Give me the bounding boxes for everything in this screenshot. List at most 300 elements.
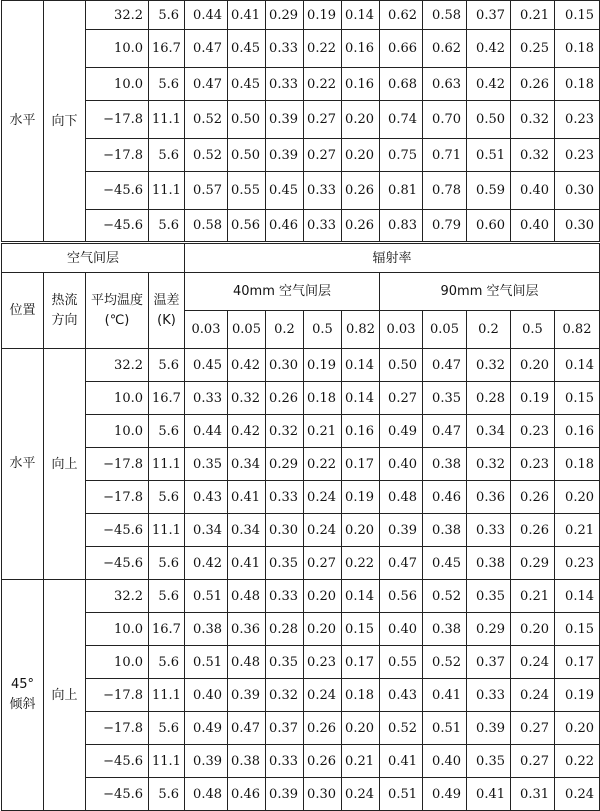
value-90mm-cell: 0.50 [380,349,423,382]
mean-temperature-cell: 10.0 [86,646,149,679]
table-row [2,1,600,30]
mean-temperature-cell: −45.6 [86,514,149,547]
value-90mm-cell: 0.48 [380,481,423,514]
value-90mm-cell: 0.51 [467,139,511,172]
direction-cell: 向上 [44,349,86,580]
mean-temperature-cell: 10.0 [86,415,149,448]
emissivity-header: 辐射率 [185,243,600,273]
value-90mm-cell: 0.70 [423,101,467,139]
value-90mm-cell: 0.20 [511,613,555,646]
value-40mm-cell: 0.20 [342,139,380,172]
value-40mm-cell: 0.17 [342,646,380,679]
value-40mm-cell: 0.47 [185,30,228,68]
position-cell: 水平 [2,1,44,243]
value-40mm-cell: 0.14 [342,580,380,613]
value-40mm-cell: 0.39 [185,745,228,778]
value-90mm-cell: 0.19 [511,382,555,415]
value-90mm-cell: 0.15 [555,1,600,30]
value-90mm-cell: 0.40 [511,172,555,210]
value-40mm-cell: 0.34 [185,514,228,547]
temperature-difference-header: 温差(K) [149,273,185,349]
direction-cell: 向下 [44,1,86,243]
value-40mm-cell: 0.33 [266,68,304,101]
value-40mm-cell: 0.14 [342,1,380,30]
value-40mm-cell: 0.38 [228,745,266,778]
value-90mm-cell: 0.47 [380,547,423,580]
position-header: 位置 [2,273,44,349]
header-row-2 [2,273,600,311]
temperature-difference-cell: 16.7 [149,30,185,68]
table-row [2,547,600,580]
value-40mm-cell: 0.32 [266,415,304,448]
value-40mm-cell: 0.44 [185,415,228,448]
emissivity-40mm-label: 0.2 [266,311,304,349]
value-40mm-cell: 0.46 [228,778,266,811]
value-90mm-cell: 0.60 [467,210,511,243]
mean-temperature-cell: −45.6 [86,547,149,580]
temperature-difference-cell: 5.6 [149,646,185,679]
value-90mm-cell: 0.23 [511,448,555,481]
value-40mm-cell: 0.18 [342,679,380,712]
value-40mm-cell: 0.43 [185,481,228,514]
gap-40mm-header: 40mm 空气间层 [185,273,380,311]
value-40mm-cell: 0.33 [304,172,342,210]
value-40mm-cell: 0.16 [342,30,380,68]
value-40mm-cell: 0.27 [304,101,342,139]
value-90mm-cell: 0.23 [555,547,600,580]
value-40mm-cell: 0.49 [185,712,228,745]
value-40mm-cell: 0.36 [228,613,266,646]
value-40mm-cell: 0.48 [228,646,266,679]
mean-temperature-cell: 10.0 [86,382,149,415]
value-40mm-cell: 0.24 [304,679,342,712]
temperature-difference-cell: 5.6 [149,210,185,243]
temperature-difference-cell: 5.6 [149,778,185,811]
value-40mm-cell: 0.34 [228,448,266,481]
value-90mm-cell: 0.62 [380,1,423,30]
value-40mm-cell: 0.17 [342,448,380,481]
value-90mm-cell: 0.28 [467,382,511,415]
value-90mm-cell: 0.74 [380,101,423,139]
value-90mm-cell: 0.33 [467,679,511,712]
table-row [2,712,600,745]
value-90mm-cell: 0.32 [511,139,555,172]
value-40mm-cell: 0.47 [228,712,266,745]
value-40mm-cell: 0.35 [266,547,304,580]
value-40mm-cell: 0.20 [304,580,342,613]
table-row [2,481,600,514]
value-40mm-cell: 0.32 [266,679,304,712]
table-row [2,415,600,448]
value-40mm-cell: 0.30 [266,514,304,547]
value-40mm-cell: 0.34 [228,514,266,547]
value-40mm-cell: 0.19 [304,1,342,30]
value-90mm-cell: 0.40 [511,210,555,243]
value-40mm-cell: 0.45 [266,172,304,210]
value-90mm-cell: 0.27 [380,382,423,415]
table-row [2,349,600,382]
air-gap-layer-header: 空气间层 [2,243,185,273]
mean-temperature-cell: 32.2 [86,1,149,30]
table-row [2,448,600,481]
table-row [2,172,600,210]
value-40mm-cell: 0.24 [304,514,342,547]
emissivity-90mm-label: 0.5 [511,311,555,349]
mean-temperature-header: 平均温度(℃) [86,273,149,349]
value-40mm-cell: 0.55 [228,172,266,210]
position-cell: 水平 [2,349,44,580]
temperature-difference-cell: 11.1 [149,514,185,547]
value-40mm-cell: 0.39 [228,679,266,712]
value-90mm-cell: 0.83 [380,210,423,243]
mean-temperature-cell: −17.8 [86,712,149,745]
value-90mm-cell: 0.27 [511,712,555,745]
direction-cell: 向上 [44,580,86,811]
table-row [2,679,600,712]
value-40mm-cell: 0.30 [304,778,342,811]
emissivity-90mm-label: 0.2 [467,311,511,349]
value-40mm-cell: 0.47 [185,68,228,101]
value-90mm-cell: 0.78 [423,172,467,210]
value-40mm-cell: 0.24 [342,778,380,811]
value-40mm-cell: 0.33 [304,210,342,243]
value-90mm-cell: 0.30 [555,210,600,243]
value-90mm-cell: 0.50 [467,101,511,139]
value-90mm-cell: 0.15 [555,613,600,646]
value-40mm-cell: 0.26 [266,382,304,415]
value-40mm-cell: 0.33 [266,580,304,613]
value-90mm-cell: 0.38 [423,613,467,646]
value-40mm-cell: 0.21 [342,745,380,778]
value-90mm-cell: 0.30 [555,172,600,210]
value-40mm-cell: 0.33 [185,382,228,415]
table-body [2,1,600,811]
value-90mm-cell: 0.38 [423,448,467,481]
value-40mm-cell: 0.33 [266,30,304,68]
value-90mm-cell: 0.32 [467,349,511,382]
value-90mm-cell: 0.32 [467,448,511,481]
value-40mm-cell: 0.56 [228,210,266,243]
value-40mm-cell: 0.42 [185,547,228,580]
table-row [2,68,600,101]
mean-temperature-cell: 32.2 [86,349,149,382]
value-40mm-cell: 0.27 [304,547,342,580]
temperature-difference-cell: 16.7 [149,613,185,646]
value-90mm-cell: 0.36 [467,481,511,514]
mean-temperature-cell: −45.6 [86,778,149,811]
value-40mm-cell: 0.14 [342,349,380,382]
value-40mm-cell: 0.52 [185,101,228,139]
value-40mm-cell: 0.39 [266,101,304,139]
value-90mm-cell: 0.19 [555,679,600,712]
temperature-difference-cell: 5.6 [149,712,185,745]
temperature-difference-cell: 11.1 [149,172,185,210]
emissivity-90mm-label: 0.82 [555,311,600,349]
value-90mm-cell: 0.23 [555,101,600,139]
value-40mm-cell: 0.45 [228,68,266,101]
value-90mm-cell: 0.41 [467,778,511,811]
value-90mm-cell: 0.37 [467,646,511,679]
value-90mm-cell: 0.18 [555,68,600,101]
value-40mm-cell: 0.50 [228,139,266,172]
temperature-difference-cell: 5.6 [149,481,185,514]
value-90mm-cell: 0.81 [380,172,423,210]
value-90mm-cell: 0.20 [511,349,555,382]
value-90mm-cell: 0.68 [380,68,423,101]
mean-temperature-cell: −45.6 [86,172,149,210]
emissivity-40mm-label: 0.03 [185,311,228,349]
value-40mm-cell: 0.28 [266,613,304,646]
value-90mm-cell: 0.14 [555,580,600,613]
value-90mm-cell: 0.79 [423,210,467,243]
temperature-difference-cell: 11.1 [149,101,185,139]
emissivity-90mm-label: 0.03 [380,311,423,349]
value-40mm-cell: 0.29 [266,448,304,481]
mean-temperature-cell: −17.8 [86,101,149,139]
mean-temperature-cell: −45.6 [86,745,149,778]
value-40mm-cell: 0.26 [342,172,380,210]
table-row [2,613,600,646]
mean-temperature-cell: 10.0 [86,30,149,68]
value-40mm-cell: 0.38 [185,613,228,646]
value-40mm-cell: 0.48 [228,580,266,613]
value-90mm-cell: 0.39 [380,514,423,547]
temperature-difference-cell: 5.6 [149,1,185,30]
value-40mm-cell: 0.37 [266,712,304,745]
value-40mm-cell: 0.15 [342,613,380,646]
value-90mm-cell: 0.26 [511,514,555,547]
temperature-difference-cell: 11.1 [149,448,185,481]
value-40mm-cell: 0.46 [266,210,304,243]
temperature-difference-cell: 5.6 [149,139,185,172]
value-40mm-cell: 0.26 [304,745,342,778]
value-90mm-cell: 0.23 [511,415,555,448]
value-90mm-cell: 0.56 [380,580,423,613]
value-40mm-cell: 0.20 [342,101,380,139]
value-40mm-cell: 0.51 [185,646,228,679]
value-40mm-cell: 0.19 [342,481,380,514]
value-90mm-cell: 0.24 [555,778,600,811]
value-90mm-cell: 0.58 [423,1,467,30]
value-90mm-cell: 0.38 [467,547,511,580]
value-90mm-cell: 0.20 [555,712,600,745]
value-90mm-cell: 0.22 [555,745,600,778]
temperature-difference-cell: 5.6 [149,547,185,580]
temperature-difference-cell: 11.1 [149,745,185,778]
value-90mm-cell: 0.17 [555,646,600,679]
value-40mm-cell: 0.57 [185,172,228,210]
table-row [2,139,600,172]
emissivity-40mm-label: 0.82 [342,311,380,349]
value-90mm-cell: 0.21 [511,580,555,613]
table-row [2,30,600,68]
value-90mm-cell: 0.27 [511,745,555,778]
value-40mm-cell: 0.20 [304,613,342,646]
value-90mm-cell: 0.38 [423,514,467,547]
value-90mm-cell: 0.29 [511,547,555,580]
value-90mm-cell: 0.52 [423,646,467,679]
value-40mm-cell: 0.19 [304,349,342,382]
value-40mm-cell: 0.29 [266,1,304,30]
value-90mm-cell: 0.35 [467,745,511,778]
value-90mm-cell: 0.40 [423,745,467,778]
header-row-1 [2,243,600,273]
heat-flow-direction-header: 热流方向 [44,273,86,349]
value-90mm-cell: 0.62 [423,30,467,68]
mean-temperature-cell: −17.8 [86,679,149,712]
value-40mm-cell: 0.23 [304,646,342,679]
value-90mm-cell: 0.18 [555,30,600,68]
value-90mm-cell: 0.49 [423,778,467,811]
value-90mm-cell: 0.33 [467,514,511,547]
value-90mm-cell: 0.49 [380,415,423,448]
mean-temperature-cell: −17.8 [86,448,149,481]
value-40mm-cell: 0.33 [266,481,304,514]
temperature-difference-cell: 16.7 [149,382,185,415]
value-40mm-cell: 0.27 [304,139,342,172]
value-90mm-cell: 0.21 [555,514,600,547]
value-40mm-cell: 0.42 [228,415,266,448]
temperature-difference-cell: 11.1 [149,679,185,712]
value-40mm-cell: 0.35 [185,448,228,481]
value-90mm-cell: 0.35 [423,382,467,415]
value-90mm-cell: 0.52 [423,580,467,613]
position-cell: 45° 倾斜 [2,580,44,811]
value-90mm-cell: 0.45 [423,547,467,580]
emissivity-90mm-label: 0.05 [423,311,467,349]
value-40mm-cell: 0.22 [304,68,342,101]
value-90mm-cell: 0.39 [467,712,511,745]
value-40mm-cell: 0.42 [228,349,266,382]
value-40mm-cell: 0.50 [228,101,266,139]
value-90mm-cell: 0.34 [467,415,511,448]
mean-temperature-cell: −17.8 [86,139,149,172]
value-90mm-cell: 0.47 [423,349,467,382]
table-row [2,210,600,243]
value-90mm-cell: 0.71 [423,139,467,172]
mean-temperature-cell: −17.8 [86,481,149,514]
temperature-difference-cell: 5.6 [149,580,185,613]
value-40mm-cell: 0.18 [304,382,342,415]
value-40mm-cell: 0.52 [185,139,228,172]
value-40mm-cell: 0.16 [342,415,380,448]
value-90mm-cell: 0.32 [511,101,555,139]
value-90mm-cell: 0.24 [511,679,555,712]
table-row [2,514,600,547]
table-row [2,778,600,811]
value-40mm-cell: 0.16 [342,68,380,101]
table-row [2,101,600,139]
value-40mm-cell: 0.24 [304,481,342,514]
value-90mm-cell: 0.21 [511,1,555,30]
value-40mm-cell: 0.58 [185,210,228,243]
value-90mm-cell: 0.20 [555,481,600,514]
value-90mm-cell: 0.26 [511,68,555,101]
value-90mm-cell: 0.24 [511,646,555,679]
value-40mm-cell: 0.41 [228,481,266,514]
value-90mm-cell: 0.51 [423,712,467,745]
table-row [2,382,600,415]
value-40mm-cell: 0.20 [342,712,380,745]
value-90mm-cell: 0.26 [511,481,555,514]
value-90mm-cell: 0.66 [380,30,423,68]
value-40mm-cell: 0.45 [228,30,266,68]
value-90mm-cell: 0.35 [467,580,511,613]
value-90mm-cell: 0.29 [467,613,511,646]
value-40mm-cell: 0.30 [266,349,304,382]
value-40mm-cell: 0.26 [342,210,380,243]
value-40mm-cell: 0.39 [266,778,304,811]
value-40mm-cell: 0.20 [342,514,380,547]
temperature-difference-cell: 5.6 [149,68,185,101]
value-90mm-cell: 0.14 [555,349,600,382]
value-40mm-cell: 0.22 [342,547,380,580]
gap-90mm-header: 90mm 空气间层 [380,273,600,311]
value-90mm-cell: 0.59 [467,172,511,210]
value-40mm-cell: 0.39 [266,139,304,172]
value-90mm-cell: 0.46 [423,481,467,514]
mean-temperature-cell: 10.0 [86,613,149,646]
value-90mm-cell: 0.40 [380,613,423,646]
value-90mm-cell: 0.40 [380,448,423,481]
emissivity-40mm-label: 0.05 [228,311,266,349]
emissivity-40mm-label: 0.5 [304,311,342,349]
value-90mm-cell: 0.15 [555,382,600,415]
value-40mm-cell: 0.22 [304,30,342,68]
value-90mm-cell: 0.52 [380,712,423,745]
value-40mm-cell: 0.14 [342,382,380,415]
value-40mm-cell: 0.35 [266,646,304,679]
table-row [2,580,600,613]
value-90mm-cell: 0.16 [555,415,600,448]
table-row [2,745,600,778]
value-40mm-cell: 0.32 [228,382,266,415]
value-90mm-cell: 0.41 [380,745,423,778]
temperature-difference-cell: 5.6 [149,415,185,448]
air-gap-emissivity-table [1,0,600,811]
value-40mm-cell: 0.33 [266,745,304,778]
value-90mm-cell: 0.43 [380,679,423,712]
mean-temperature-cell: 10.0 [86,68,149,101]
value-40mm-cell: 0.26 [304,712,342,745]
value-40mm-cell: 0.22 [304,448,342,481]
value-90mm-cell: 0.18 [555,448,600,481]
value-90mm-cell: 0.42 [467,68,511,101]
value-40mm-cell: 0.44 [185,1,228,30]
value-40mm-cell: 0.40 [185,679,228,712]
value-90mm-cell: 0.23 [555,139,600,172]
value-40mm-cell: 0.45 [185,349,228,382]
value-90mm-cell: 0.51 [380,778,423,811]
value-90mm-cell: 0.31 [511,778,555,811]
mean-temperature-cell: 32.2 [86,580,149,613]
value-40mm-cell: 0.48 [185,778,228,811]
table-row [2,646,600,679]
mean-temperature-cell: −45.6 [86,210,149,243]
value-90mm-cell: 0.37 [467,1,511,30]
value-90mm-cell: 0.63 [423,68,467,101]
value-90mm-cell: 0.47 [423,415,467,448]
temperature-difference-cell: 5.6 [149,349,185,382]
value-40mm-cell: 0.51 [185,580,228,613]
value-40mm-cell: 0.41 [228,1,266,30]
value-90mm-cell: 0.25 [511,30,555,68]
value-90mm-cell: 0.41 [423,679,467,712]
value-40mm-cell: 0.41 [228,547,266,580]
value-90mm-cell: 0.55 [380,646,423,679]
value-90mm-cell: 0.42 [467,30,511,68]
value-90mm-cell: 0.75 [380,139,423,172]
